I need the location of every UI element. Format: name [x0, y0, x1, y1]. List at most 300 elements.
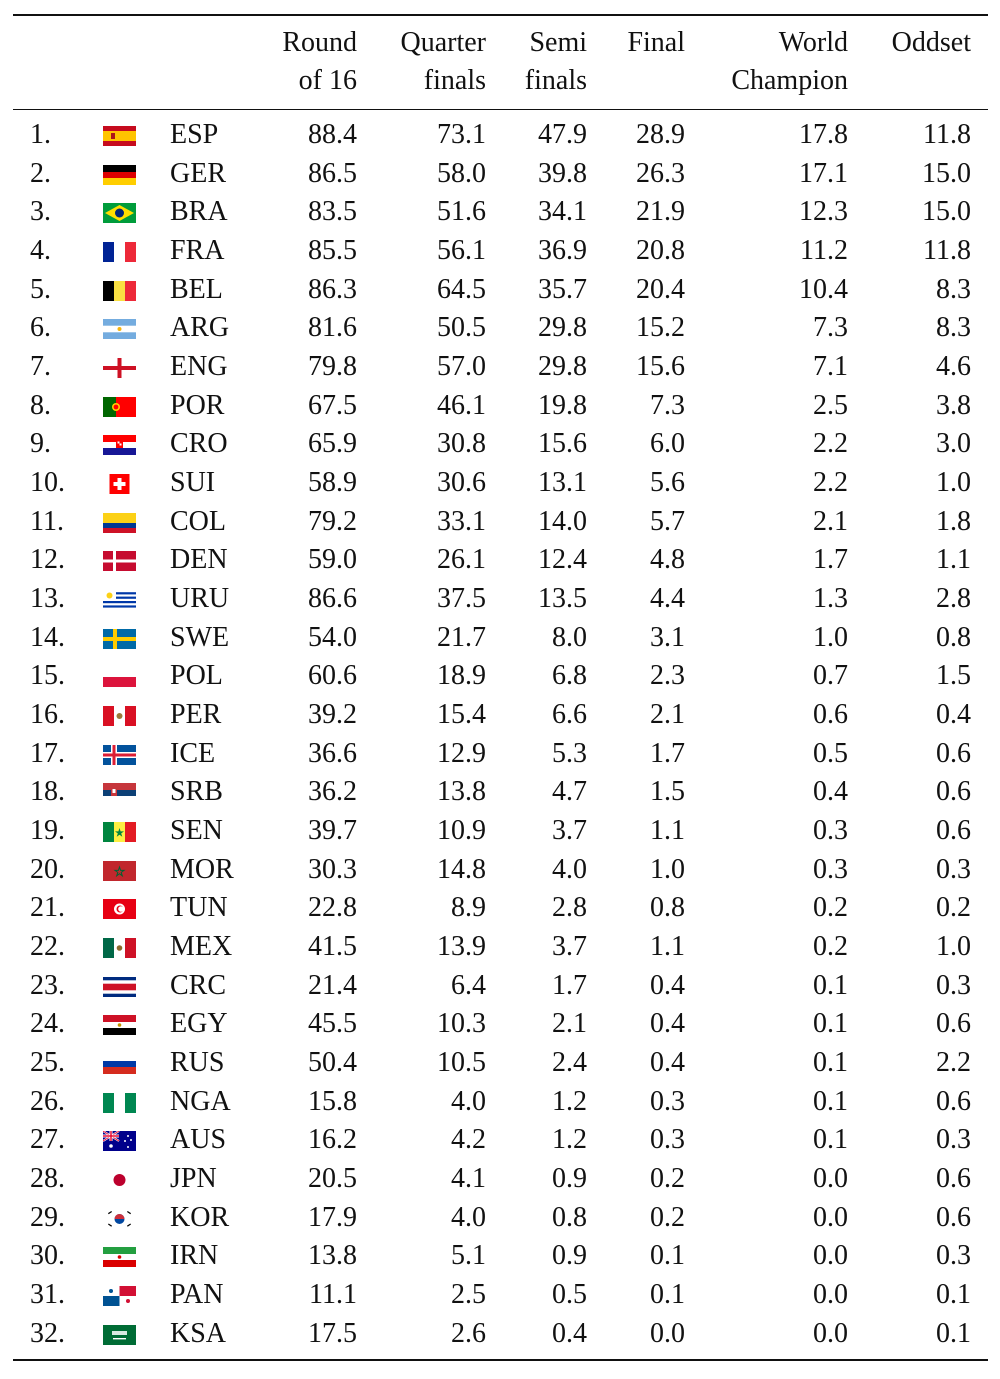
quarter-finals-cell: 51.6	[437, 196, 486, 228]
quarter-finals-cell: 13.9	[437, 931, 486, 963]
final-cell: 15.2	[636, 312, 685, 344]
world-champion-cell: 0.3	[813, 853, 848, 885]
table-top-rule	[13, 14, 988, 16]
final-cell: 7.3	[650, 389, 685, 421]
rank-cell: 29.	[30, 1201, 65, 1233]
team-code-cell: SUI	[170, 467, 216, 499]
team-code-cell: COL	[170, 505, 226, 537]
quarter-finals-cell: 8.9	[451, 892, 486, 924]
oddset-cell: 8.3	[936, 312, 971, 344]
semi-finals-cell: 1.2	[552, 1085, 587, 1117]
rank-cell: 13.	[30, 583, 65, 615]
round-of-16-cell: 17.5	[308, 1317, 357, 1349]
semi-finals-cell: 19.8	[538, 389, 587, 421]
oddset-cell: 0.6	[936, 1008, 971, 1040]
flag-russia-icon	[103, 1054, 136, 1074]
quarter-finals-cell: 56.1	[437, 235, 486, 267]
world-champion-cell: 1.3	[813, 583, 848, 615]
team-code-cell: FRA	[170, 235, 225, 267]
flag-south-korea-icon	[103, 1209, 136, 1229]
quarter-finals-cell: 10.5	[437, 1047, 486, 1079]
world-champion-cell: 2.2	[813, 467, 848, 499]
rank-cell: 1.	[30, 119, 51, 150]
round-of-16-cell: 65.9	[308, 428, 357, 460]
round-of-16-cell: 85.5	[308, 235, 357, 267]
final-cell: 2.1	[650, 699, 685, 731]
quarter-finals-cell: 10.9	[437, 815, 486, 847]
oddset-cell: 11.8	[923, 119, 971, 150]
world-champion-cell: 0.0	[813, 1279, 848, 1311]
final-cell: 0.0	[650, 1317, 685, 1349]
table-row	[0, 1276, 1000, 1315]
semi-finals-cell: 6.6	[552, 699, 587, 731]
round-of-16-cell: 16.2	[308, 1124, 357, 1156]
team-code-cell: SRB	[170, 776, 223, 808]
oddset-cell: 0.3	[936, 1124, 971, 1156]
semi-finals-cell: 13.1	[538, 467, 587, 499]
header-semi-finals: Semi finals	[524, 27, 587, 96]
rank-cell: 16.	[30, 699, 65, 731]
semi-finals-cell: 4.0	[552, 853, 587, 885]
rank-cell: 30.	[30, 1240, 65, 1272]
oddset-cell: 0.6	[936, 776, 971, 808]
world-champion-cell: 0.0	[813, 1317, 848, 1349]
world-champion-cell: 0.5	[813, 737, 848, 769]
world-champion-cell: 7.3	[813, 312, 848, 344]
semi-finals-cell: 0.9	[552, 1163, 587, 1195]
table-row	[0, 232, 1000, 271]
round-of-16-cell: 11.1	[309, 1279, 357, 1311]
oddset-cell: 0.4	[936, 699, 971, 731]
quarter-finals-cell: 64.5	[437, 273, 486, 305]
final-cell: 4.4	[650, 583, 685, 615]
table-row	[0, 1199, 1000, 1238]
table-row	[0, 464, 1000, 503]
round-of-16-cell: 59.0	[308, 544, 357, 576]
world-champion-cell: 0.1	[813, 1085, 848, 1117]
semi-finals-cell: 29.8	[538, 312, 587, 344]
oddset-cell: 0.8	[936, 621, 971, 653]
semi-finals-cell: 0.4	[552, 1317, 587, 1349]
flag-nigeria-icon	[103, 1093, 136, 1113]
semi-finals-cell: 0.9	[552, 1240, 587, 1272]
table-row	[0, 928, 1000, 967]
final-cell: 0.2	[650, 1163, 685, 1195]
round-of-16-cell: 15.8	[308, 1085, 357, 1117]
oddset-cell: 1.8	[936, 505, 971, 537]
final-cell: 2.3	[650, 660, 685, 692]
round-of-16-cell: 86.6	[308, 583, 357, 615]
final-cell: 4.8	[650, 544, 685, 576]
table-row	[0, 773, 1000, 812]
final-cell: 5.6	[650, 467, 685, 499]
table-row	[0, 425, 1000, 464]
oddset-cell: 15.0	[922, 157, 971, 189]
header-round-of-16: Round of 16	[282, 27, 357, 96]
semi-finals-cell: 14.0	[538, 505, 587, 537]
round-of-16-cell: 36.2	[308, 776, 357, 808]
semi-finals-cell: 2.8	[552, 892, 587, 924]
rank-cell: 15.	[30, 660, 65, 692]
round-of-16-cell: 39.2	[308, 699, 357, 731]
quarter-finals-cell: 21.7	[437, 621, 486, 653]
round-of-16-cell: 21.4	[308, 969, 357, 1001]
rank-cell: 23.	[30, 969, 65, 1001]
rank-cell: 3.	[30, 196, 51, 228]
semi-finals-cell: 12.4	[538, 544, 587, 576]
final-cell: 0.2	[650, 1201, 685, 1233]
table-row	[0, 657, 1000, 696]
table-row	[0, 348, 1000, 387]
oddset-cell: 1.0	[936, 467, 971, 499]
rank-cell: 11.	[30, 505, 64, 537]
quarter-finals-cell: 58.0	[437, 157, 486, 189]
round-of-16-cell: 41.5	[308, 931, 357, 963]
semi-finals-cell: 35.7	[538, 273, 587, 305]
semi-finals-cell: 5.3	[552, 737, 587, 769]
world-champion-cell: 0.1	[813, 969, 848, 1001]
semi-finals-cell: 0.5	[552, 1279, 587, 1311]
flag-serbia-icon	[103, 783, 136, 803]
final-cell: 20.8	[636, 235, 685, 267]
table-row	[0, 1005, 1000, 1044]
oddset-cell: 15.0	[922, 196, 971, 228]
final-cell: 0.3	[650, 1085, 685, 1117]
world-champion-cell: 7.1	[813, 351, 848, 383]
oddset-cell: 0.2	[936, 892, 971, 924]
round-of-16-cell: 58.9	[308, 467, 357, 499]
team-code-cell: ENG	[170, 351, 228, 383]
quarter-finals-cell: 18.9	[437, 660, 486, 692]
oddset-cell: 1.1	[936, 544, 971, 576]
rank-cell: 5.	[30, 273, 51, 305]
oddset-cell: 2.8	[936, 583, 971, 615]
final-cell: 0.1	[650, 1240, 685, 1272]
flag-uruguay-icon	[103, 590, 136, 610]
world-champion-cell: 0.0	[813, 1163, 848, 1195]
rank-cell: 24.	[30, 1008, 65, 1040]
quarter-finals-cell: 73.1	[437, 119, 486, 150]
semi-finals-cell: 3.7	[552, 815, 587, 847]
final-cell: 0.4	[650, 1008, 685, 1040]
header-final: Final	[627, 27, 685, 58]
quarter-finals-cell: 4.0	[451, 1085, 486, 1117]
world-champion-cell: 2.1	[813, 505, 848, 537]
flag-costa-rica-icon	[103, 977, 136, 997]
round-of-16-cell: 81.6	[308, 312, 357, 344]
table-row	[0, 1044, 1000, 1083]
flag-denmark-icon	[103, 551, 136, 571]
team-code-cell: IRN	[170, 1240, 219, 1272]
table-row	[0, 619, 1000, 658]
rank-cell: 26.	[30, 1085, 65, 1117]
oddset-cell: 0.6	[936, 1163, 971, 1195]
rank-cell: 9.	[30, 428, 51, 460]
rank-cell: 22.	[30, 931, 65, 963]
round-of-16-cell: 79.2	[308, 505, 357, 537]
flag-brazil-icon	[103, 203, 136, 223]
flag-tunisia-icon	[103, 899, 136, 919]
table-row	[0, 851, 1000, 890]
rank-cell: 2.	[30, 157, 51, 189]
semi-finals-cell: 3.7	[552, 931, 587, 963]
round-of-16-cell: 83.5	[308, 196, 357, 228]
oddset-cell: 8.3	[936, 273, 971, 305]
quarter-finals-cell: 5.1	[451, 1240, 486, 1272]
round-of-16-cell: 22.8	[308, 892, 357, 924]
final-cell: 0.8	[650, 892, 685, 924]
rank-cell: 18.	[30, 776, 65, 808]
oddset-cell: 2.2	[936, 1047, 971, 1079]
rank-cell: 14.	[30, 621, 65, 653]
table-row	[0, 1083, 1000, 1122]
world-champion-cell: 2.5	[813, 389, 848, 421]
round-of-16-cell: 17.9	[308, 1201, 357, 1233]
final-cell: 6.0	[650, 428, 685, 460]
flag-iran-icon	[103, 1247, 136, 1267]
table-row	[0, 271, 1000, 310]
rank-cell: 19.	[30, 815, 65, 847]
final-cell: 15.6	[636, 351, 685, 383]
team-code-cell: EGY	[170, 1008, 228, 1040]
quarter-finals-cell: 26.1	[437, 544, 486, 576]
rank-cell: 20.	[30, 853, 65, 885]
team-code-cell: GER	[170, 157, 226, 189]
oddset-cell: 0.1	[936, 1279, 971, 1311]
final-cell: 1.5	[650, 776, 685, 808]
flag-germany-icon	[103, 165, 136, 185]
semi-finals-cell: 4.7	[552, 776, 587, 808]
team-code-cell: POR	[170, 389, 225, 421]
team-code-cell: JPN	[170, 1163, 217, 1195]
round-of-16-cell: 36.6	[308, 737, 357, 769]
world-champion-cell: 0.3	[813, 815, 848, 847]
world-champion-cell: 17.8	[799, 119, 848, 150]
team-code-cell: CRO	[170, 428, 228, 460]
final-cell: 21.9	[636, 196, 685, 228]
quarter-finals-cell: 37.5	[437, 583, 486, 615]
quarter-finals-cell: 10.3	[437, 1008, 486, 1040]
table-row	[0, 967, 1000, 1006]
world-champion-cell: 0.2	[813, 931, 848, 963]
quarter-finals-cell: 12.9	[437, 737, 486, 769]
flag-saudi-arabia-icon	[103, 1325, 136, 1345]
flag-sweden-icon	[103, 629, 136, 649]
world-champion-cell: 1.0	[813, 621, 848, 653]
quarter-finals-cell: 6.4	[451, 969, 486, 1001]
final-cell: 1.1	[650, 931, 685, 963]
oddset-cell: 4.6	[936, 351, 971, 383]
final-cell: 0.1	[650, 1279, 685, 1311]
table-row	[0, 503, 1000, 542]
round-of-16-cell: 60.6	[308, 660, 357, 692]
table-row	[0, 812, 1000, 851]
round-of-16-cell: 54.0	[308, 621, 357, 653]
oddset-cell: 3.8	[936, 389, 971, 421]
final-cell: 3.1	[650, 621, 685, 653]
rank-cell: 25.	[30, 1047, 65, 1079]
team-code-cell: BRA	[170, 196, 228, 228]
team-code-cell: DEN	[170, 544, 228, 576]
rank-cell: 21.	[30, 892, 65, 924]
quarter-finals-cell: 50.5	[437, 312, 486, 344]
oddset-cell: 1.5	[936, 660, 971, 692]
team-code-cell: PAN	[170, 1279, 224, 1311]
table-row	[0, 1160, 1000, 1199]
world-champion-cell: 10.4	[799, 273, 848, 305]
rank-cell: 27.	[30, 1124, 65, 1156]
quarter-finals-cell: 4.0	[451, 1201, 486, 1233]
oddset-cell: 0.3	[936, 969, 971, 1001]
team-code-cell: RUS	[170, 1047, 225, 1079]
flag-switzerland-icon	[103, 474, 136, 494]
round-of-16-cell: 88.4	[308, 119, 357, 150]
quarter-finals-cell: 4.2	[451, 1124, 486, 1156]
table-row	[0, 387, 1000, 426]
quarter-finals-cell: 30.8	[437, 428, 486, 460]
quarter-finals-cell: 14.8	[437, 853, 486, 885]
quarter-finals-cell: 2.6	[451, 1317, 486, 1349]
quarter-finals-cell: 33.1	[437, 505, 486, 537]
flag-morocco-icon	[103, 861, 136, 881]
world-champion-cell: 0.0	[813, 1201, 848, 1233]
world-champion-cell: 0.4	[813, 776, 848, 808]
world-champion-cell: 0.7	[813, 660, 848, 692]
round-of-16-cell: 67.5	[308, 389, 357, 421]
flag-colombia-icon	[103, 513, 136, 533]
flag-argentina-icon	[103, 319, 136, 339]
round-of-16-cell: 86.3	[308, 273, 357, 305]
world-champion-cell: 2.2	[813, 428, 848, 460]
oddset-cell: 0.3	[936, 1240, 971, 1272]
semi-finals-cell: 2.1	[552, 1008, 587, 1040]
final-cell: 28.9	[636, 119, 685, 150]
header-world-champion: World Champion	[731, 27, 848, 96]
table-row	[0, 1315, 1000, 1354]
team-code-cell: URU	[170, 583, 230, 615]
world-champion-cell: 0.1	[813, 1124, 848, 1156]
semi-finals-cell: 0.8	[552, 1201, 587, 1233]
world-champion-cell: 17.1	[799, 157, 848, 189]
oddset-cell: 0.6	[936, 1085, 971, 1117]
flag-spain-icon	[103, 126, 136, 146]
world-champion-cell: 0.1	[813, 1047, 848, 1079]
table-row	[0, 580, 1000, 619]
semi-finals-cell: 2.4	[552, 1047, 587, 1079]
round-of-16-cell: 50.4	[308, 1047, 357, 1079]
round-of-16-cell: 45.5	[308, 1008, 357, 1040]
oddset-cell: 0.6	[936, 737, 971, 769]
rank-cell: 31.	[30, 1279, 65, 1311]
world-champion-cell: 1.7	[813, 544, 848, 576]
team-code-cell: ESP	[170, 119, 219, 150]
world-champion-cell: 0.0	[813, 1240, 848, 1272]
semi-finals-cell: 1.7	[552, 969, 587, 1001]
flag-senegal-icon	[103, 822, 136, 842]
final-cell: 1.1	[650, 815, 685, 847]
team-code-cell: NGA	[170, 1085, 231, 1117]
final-cell: 0.4	[650, 969, 685, 1001]
team-code-cell: AUS	[170, 1124, 227, 1156]
final-cell: 0.3	[650, 1124, 685, 1156]
quarter-finals-cell: 4.1	[451, 1163, 486, 1195]
round-of-16-cell: 30.3	[308, 853, 357, 885]
flag-peru-icon	[103, 706, 136, 726]
semi-finals-cell: 8.0	[552, 621, 587, 653]
team-code-cell: BEL	[170, 273, 223, 305]
flag-iceland-icon	[103, 745, 136, 765]
team-code-cell: SWE	[170, 621, 230, 653]
team-code-cell: KSA	[170, 1317, 227, 1349]
flag-mexico-icon	[103, 938, 136, 958]
header-quarter-finals: Quarter finals	[400, 27, 486, 96]
semi-finals-cell: 36.9	[538, 235, 587, 267]
final-cell: 0.4	[650, 1047, 685, 1079]
rank-cell: 4.	[30, 235, 51, 267]
table-row	[0, 155, 1000, 194]
team-code-cell: MOR	[170, 853, 234, 885]
team-code-cell: PER	[170, 699, 222, 731]
oddset-cell: 0.6	[936, 815, 971, 847]
team-code-cell: TUN	[170, 892, 228, 924]
flag-belgium-icon	[103, 281, 136, 301]
round-of-16-cell: 39.7	[308, 815, 357, 847]
oddset-cell: 0.1	[936, 1317, 971, 1349]
rank-cell: 12.	[30, 544, 65, 576]
table-row	[0, 696, 1000, 735]
table-row	[0, 309, 1000, 348]
table-row	[0, 889, 1000, 928]
rank-cell: 32.	[30, 1317, 65, 1349]
rank-cell: 10.	[30, 467, 65, 499]
round-of-16-cell: 20.5	[308, 1163, 357, 1195]
table-row	[0, 541, 1000, 580]
quarter-finals-cell: 57.0	[437, 351, 486, 383]
header-oddset: Oddset	[891, 27, 971, 58]
rank-cell: 6.	[30, 312, 51, 344]
round-of-16-cell: 13.8	[308, 1240, 357, 1272]
table-row	[0, 1237, 1000, 1276]
world-champion-cell: 0.2	[813, 892, 848, 924]
team-code-cell: MEX	[170, 931, 233, 963]
quarter-finals-cell: 13.8	[437, 776, 486, 808]
team-code-cell: ARG	[170, 312, 230, 344]
semi-finals-cell: 34.1	[538, 196, 587, 228]
final-cell: 20.4	[636, 273, 685, 305]
semi-finals-cell: 13.5	[538, 583, 587, 615]
flag-japan-icon	[103, 1170, 136, 1190]
rank-cell: 17.	[30, 737, 65, 769]
oddset-cell: 11.8	[923, 235, 971, 267]
quarter-finals-cell: 30.6	[437, 467, 486, 499]
table-row	[0, 193, 1000, 232]
final-cell: 5.7	[650, 505, 685, 537]
flag-poland-icon	[103, 667, 136, 687]
flag-panama-icon	[103, 1286, 136, 1306]
semi-finals-cell: 6.8	[552, 660, 587, 692]
table-bottom-rule	[13, 1359, 988, 1361]
quarter-finals-cell: 46.1	[437, 389, 486, 421]
team-code-cell: SEN	[170, 815, 223, 847]
world-champion-cell: 0.6	[813, 699, 848, 731]
flag-croatia-icon	[103, 435, 136, 455]
team-code-cell: POL	[170, 660, 223, 692]
team-code-cell: ICE	[170, 737, 216, 769]
table-body	[0, 116, 1000, 1354]
rank-cell: 28.	[30, 1163, 65, 1195]
semi-finals-cell: 39.8	[538, 157, 587, 189]
team-code-cell: KOR	[170, 1201, 230, 1233]
